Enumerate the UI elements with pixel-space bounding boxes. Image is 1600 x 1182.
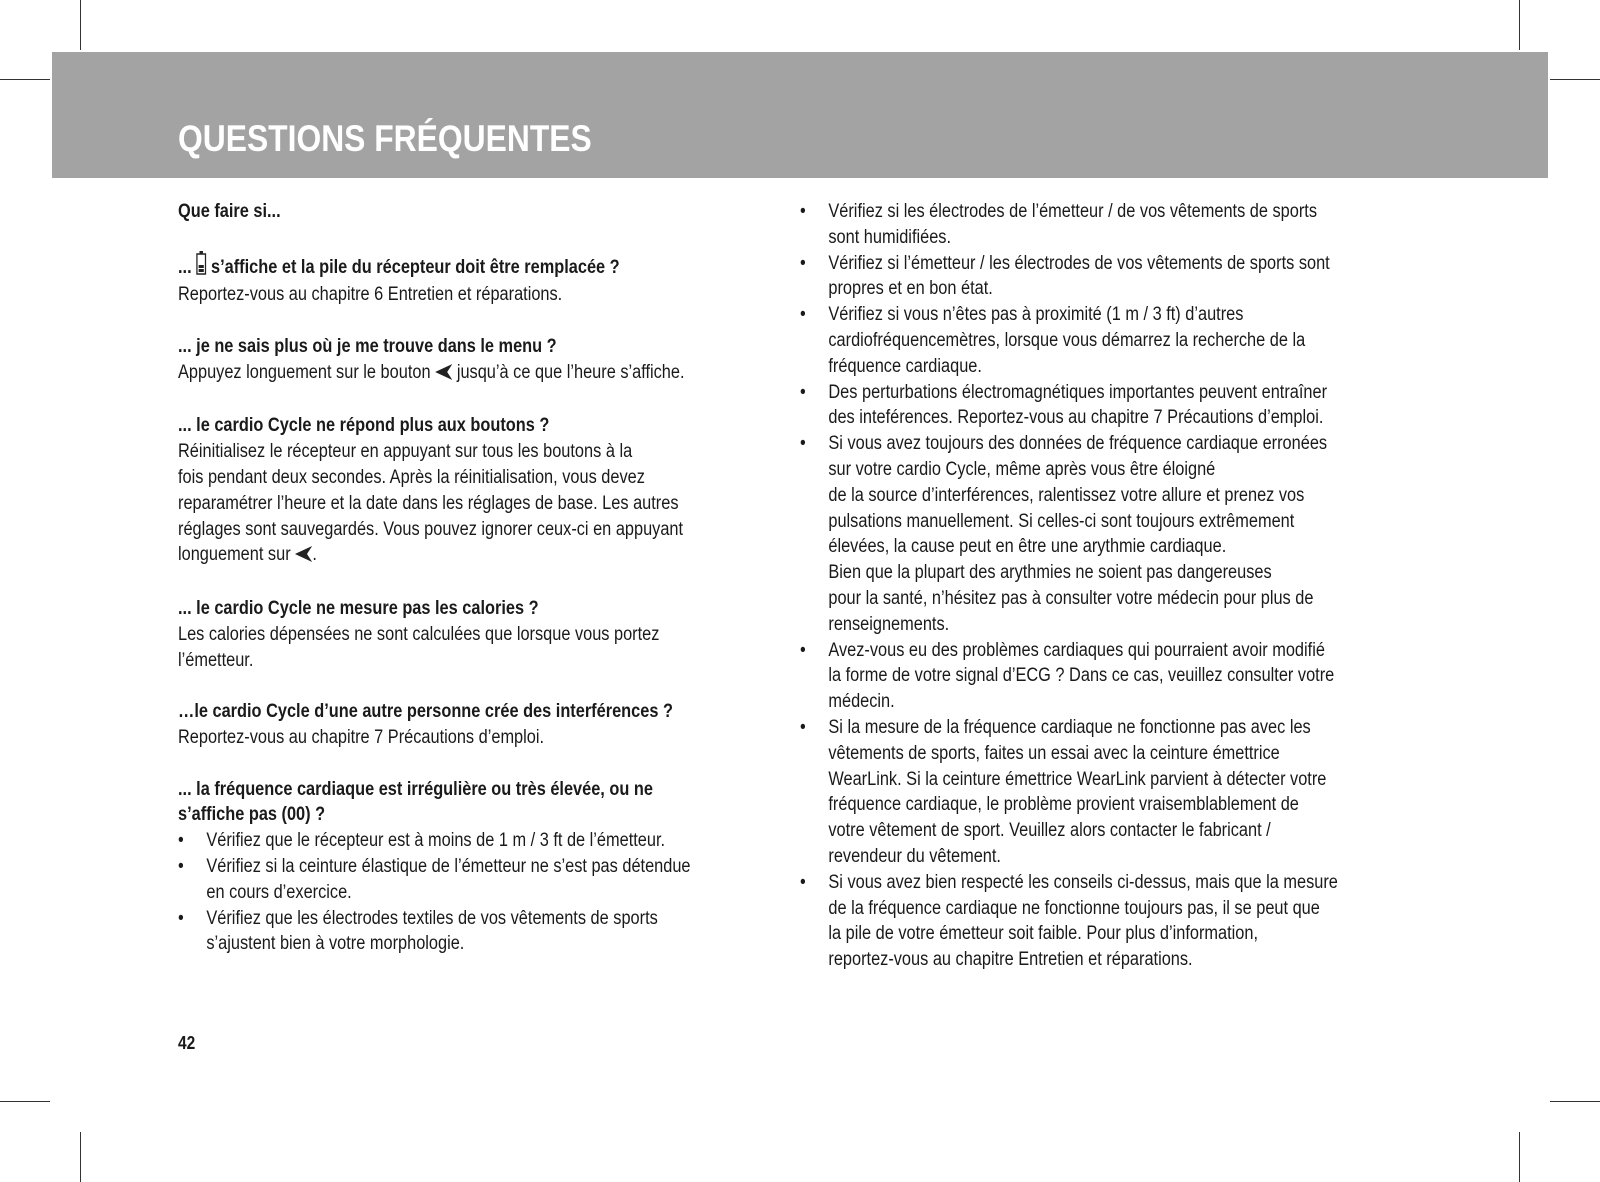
list-item: • Vérifiez si la ceinture élastique de l’émetteur ne s’est pas détendue en cours d’exercice. bbox=[178, 855, 691, 903]
crop-mark bbox=[80, 1132, 81, 1182]
bullet-symbol: • bbox=[800, 716, 806, 738]
bullet-symbol: • bbox=[800, 201, 806, 222]
question-calories: ... le cardio Cycle ne mesure pas les calories ? bbox=[178, 597, 539, 619]
left-column bbox=[178, 199, 737, 957]
crop-mark bbox=[1519, 0, 1520, 50]
crop-mark bbox=[0, 1101, 50, 1102]
bullet-symbol: • bbox=[178, 855, 184, 877]
answer-menu: Appuyez longuement sur le bouton jusqu’à ce que l’heure s’affiche. bbox=[178, 360, 737, 388]
bullet-symbol: • bbox=[800, 381, 806, 403]
answer-buttons-line: fois pendant deux secondes. Après la réinitialisation, vous devez bbox=[178, 466, 645, 488]
bullet-symbol: • bbox=[178, 907, 184, 929]
list-item: • Si vous avez toujours des données de fréquence cardiaque erronées sur votre cardio Cycle, même après vous être éloigné de la source d’interférences, ralentissez votre allure et prenez vos pulsations manuellement. Si celles-ci sont toujours extrêmement élevées, la cause peut en être une arythmie cardiaque. Bien que la plupart des arythmies ne soient pas dangereuses pour la santé, n’hésitez pas à consulter votre médecin pour plus de renseignements. bbox=[800, 433, 1328, 635]
answer-buttons-line: reparamétrer l’heure et la date dans les réglages de base. Les autres bbox=[178, 492, 679, 514]
bullet-symbol: • bbox=[178, 830, 184, 852]
question-menu: ... je ne sais plus où je me trouve dans le menu ? bbox=[178, 335, 557, 357]
bullet-symbol: • bbox=[800, 304, 806, 326]
list-item: • Si la mesure de la fréquence cardiaque ne fonctionne pas avec les vêtements de sports, faites un essai avec la ceinture émettrice WearLink. Si la ceinture émettrice WearLink parvient à détecter votre fréquence cardiaque, le problème provient vraisemblablement de votre vêtement de sport. Veuillez alors contacter le fabricant / revendeur du vêtement. bbox=[800, 716, 1327, 867]
heart-rate-bullet-list bbox=[178, 828, 737, 957]
crop-mark bbox=[1550, 79, 1600, 80]
list-item: • Des perturbations électromagnétiques importantes peuvent entraîner des inteférences. Reportez-vous au chapitre 7 Précautions d’emploi. bbox=[800, 381, 1328, 429]
intro-heading: Que faire si... bbox=[178, 201, 281, 222]
bullet-symbol: • bbox=[800, 252, 806, 274]
answer-buttons-line: longuement sur . bbox=[178, 542, 737, 570]
right-bullet-list bbox=[800, 199, 1368, 973]
list-item: • Vérifiez que le récepteur est à moins de 1 m / 3 ft de l’émetteur. bbox=[178, 828, 737, 854]
crop-mark bbox=[1550, 1101, 1600, 1102]
question-battery: ... s’affiche et la pile du récepteur doit être remplacée ? bbox=[178, 251, 737, 283]
bullet-symbol: • bbox=[800, 639, 806, 661]
answer-interference: Reportez-vous au chapitre 7 Précautions d’emploi. bbox=[178, 726, 545, 748]
crop-mark bbox=[1519, 1132, 1520, 1182]
answer-buttons-line: réglages sont sauvegardés. Vous pouvez ignorer ceux-ci en appuyant bbox=[178, 518, 684, 540]
bullet-symbol: • bbox=[800, 871, 806, 893]
question-heart-rate-line: s’affiche pas (00) ? bbox=[178, 804, 326, 826]
crop-mark bbox=[0, 79, 50, 80]
list-item: • Vérifiez si les électrodes de l’émetteur / de vos vêtements de sports sont humidifiées. bbox=[800, 201, 1317, 248]
crop-mark bbox=[80, 0, 81, 50]
list-item: • Si vous avez bien respecté les conseils ci-dessus, mais que la mesure de la fréquence cardiaque ne fonctionne toujours pas, il se peut que la pile de votre émetteur soit faible. Pour plus d’information, reportez-vous au chapitre Entretien et réparations. bbox=[800, 871, 1338, 971]
battery-icon bbox=[196, 251, 206, 283]
back-arrow-icon bbox=[435, 362, 452, 388]
question-interference: …le cardio Cycle d’une autre personne crée des interférences ? bbox=[178, 701, 673, 723]
question-heart-rate-line: ... la fréquence cardiaque est irrégulière ou très élevée, ou ne bbox=[178, 778, 653, 800]
question-buttons: ... le cardio Cycle ne répond plus aux boutons ? bbox=[178, 415, 550, 437]
answer-calories-line: Les calories dépensées ne sont calculées que lorsque vous portez bbox=[178, 623, 660, 645]
back-arrow-icon bbox=[295, 544, 312, 570]
page-number: 42 bbox=[178, 1033, 196, 1053]
answer-battery: Reportez-vous au chapitre 6 Entretien et réparations. bbox=[178, 284, 563, 306]
right-column bbox=[800, 199, 1368, 973]
page-title: QUESTIONS FRÉQUENTES bbox=[178, 118, 592, 159]
list-item: • Vérifiez si l’émetteur / les électrodes de vos vêtements de sports sont propres et en bon état. bbox=[800, 252, 1330, 300]
list-item: • Avez-vous eu des problèmes cardiaques qui pourraient avoir modifié la forme de votre signal d’ECG ? Dans ce cas, veuillez consulter votre médecin. bbox=[800, 639, 1335, 713]
bullet-symbol: • bbox=[800, 433, 806, 455]
answer-calories-line: l’émetteur. bbox=[178, 649, 254, 671]
list-item: • Vérifiez que les électrodes textiles de vos vêtements de sports s’ajustent bien à votre morphologie. bbox=[178, 907, 658, 955]
answer-buttons-line: Réinitialisez le récepteur en appuyant sur tous les boutons à la bbox=[178, 441, 633, 463]
list-item: • Vérifiez si vous n’êtes pas à proximité (1 m / 3 ft) d’autres cardiofréquencemètres, lorsque vous démarrez la recherche de la fréquence cardiaque. bbox=[800, 304, 1306, 377]
